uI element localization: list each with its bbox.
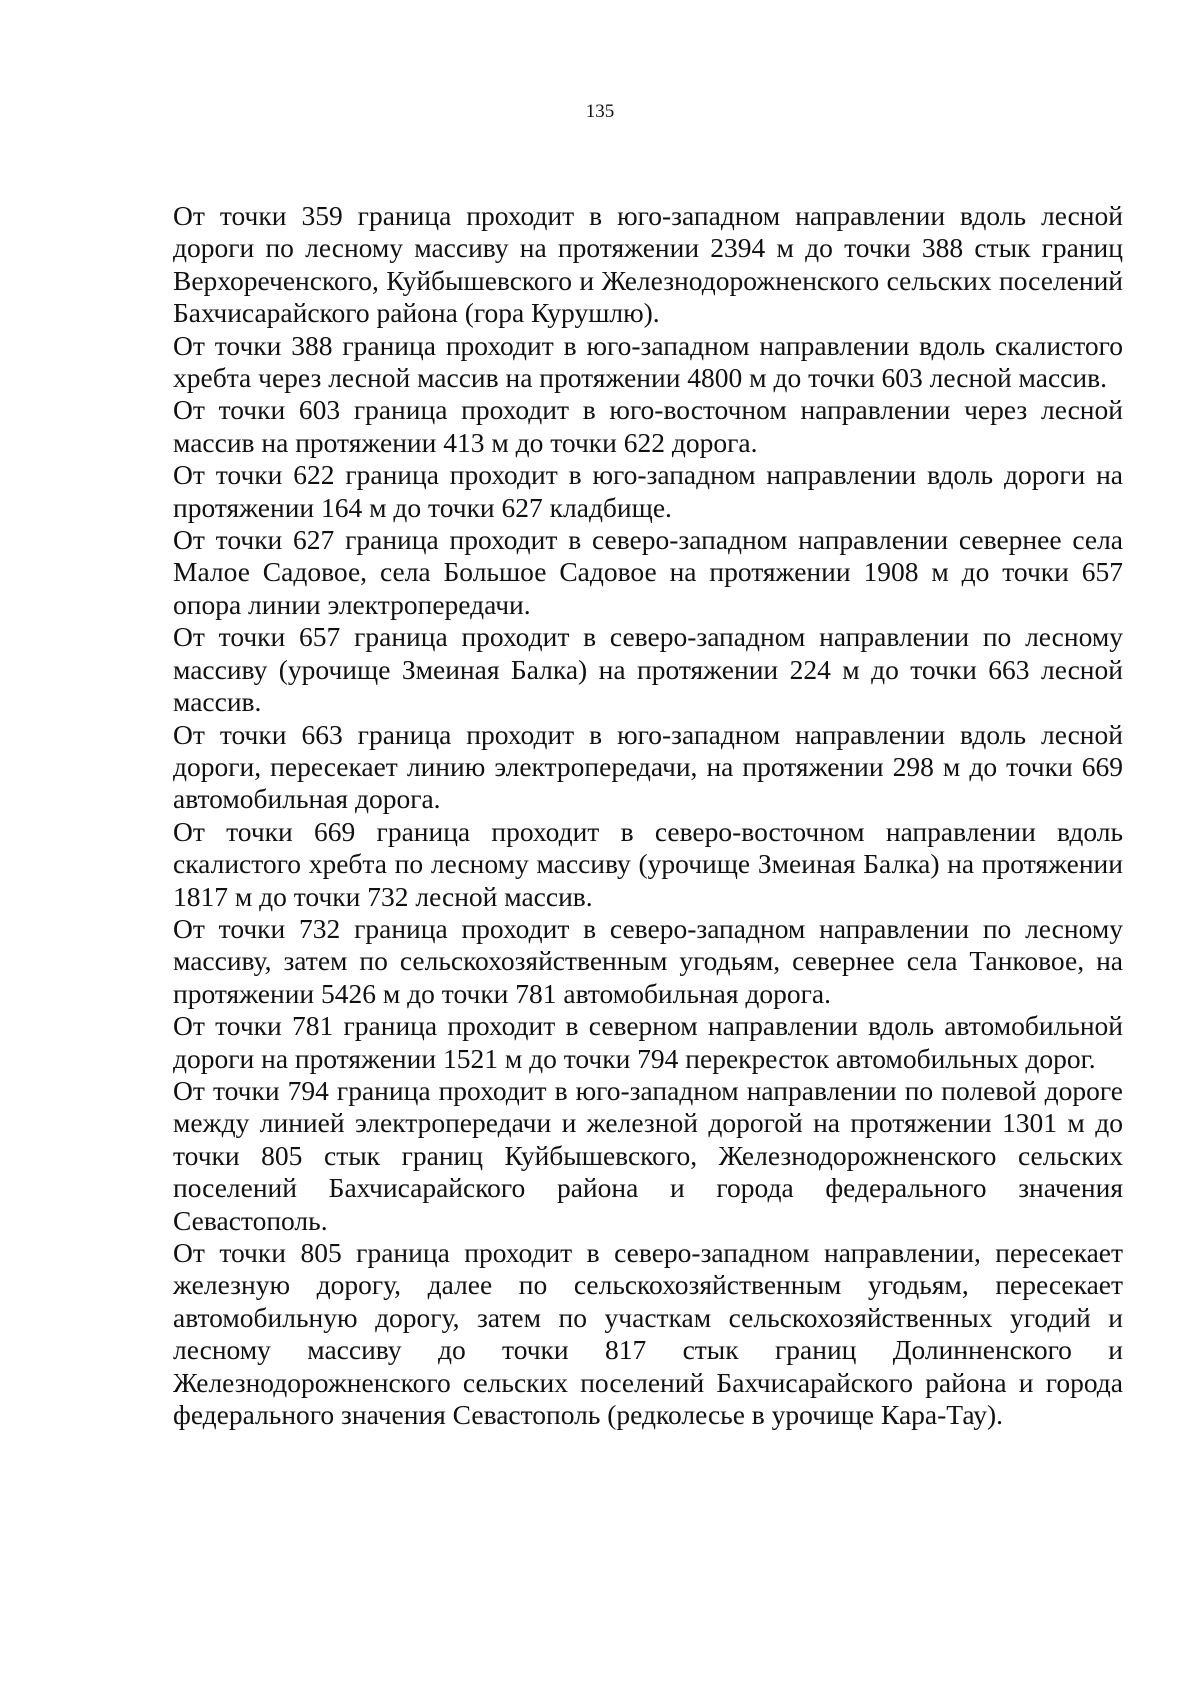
paragraph-point-657: От точки 657 граница проходит в северо-западном направлении по лесному массиву (урочище Змеиная Балка) на протяжении 224 м до точки 663 лесной массив.: [173, 621, 1123, 718]
paragraph-point-359: От точки 359 граница проходит в юго-западном направлении вдоль лесной дороги по лесному массиву на протяжении 2394 м до точки 388 стык границ Верхореченского, Куйбышевского и Железнодорожненского сельских поселений Бахчисарайского района (гора Курушлю).: [173, 200, 1123, 329]
paragraph-point-663: От точки 663 граница проходит в юго-западном направлении вдоль лесной дороги, пересекает линию электропередачи, на протяжении 298 м до точки 669 автомобильная дорога.: [173, 718, 1123, 815]
paragraph-point-805: От точки 805 граница проходит в северо-западном направлении, пересекает железную дорогу, далее по сельскохозяйственным угодьям, пересекает автомобильную дорогу, затем по участкам сельскохозяйственных угодий и лесному массиву до точки 817 стык границ Долинненского и Железнодорожненского сельских поселений Бахчисарайского района и города федерального значения Севастополь (редколесье в урочище Кара-Тау).: [173, 1237, 1123, 1431]
paragraph-point-732: От точки 732 граница проходит в северо-западном направлении по лесному массиву, затем по сельскохозяйственным угодьям, севернее села Танковое, на протяжении 5426 м до точки 781 автомобильная дорога.: [173, 912, 1123, 1009]
paragraph-point-794: От точки 794 граница проходит в юго-западном направлении по полевой дороге между линией электропередачи и железной дорогой на протяжении 1301 м до точки 805 стык границ Куйбышевского, Железнодорожненского сельских поселений Бахчисарайского района и города федерального значения Севастополь.: [173, 1074, 1123, 1236]
page-number: 135: [585, 101, 615, 122]
paragraph-point-603: От точки 603 граница проходит в юго-восточном направлении через лесной массив на протяжении 413 м до точки 622 дорога.: [173, 394, 1123, 458]
paragraph-point-622: От точки 622 граница проходит в юго-западном направлении вдоль дороги на протяжении 164 м до точки 627 кладбище.: [173, 459, 1123, 523]
paragraph-point-669: От точки 669 граница проходит в северо-восточном направлении вдоль скалистого хребта по лесному массиву (урочище Змеиная Балка) на протяжении 1817 м до точки 732 лесной массив.: [173, 815, 1123, 912]
paragraph-point-627: От точки 627 граница проходит в северо-западном направлении севернее села Малое Садовое, села Большое Садовое на протяжении 1908 м до точки 657 опора линии электропередачи.: [173, 524, 1123, 620]
document-body: [173, 200, 1123, 1431]
paragraph-point-781: От точки 781 граница проходит в северном направлении вдоль автомобильной дороги на протяжении 1521 м до точки 794 перекресток автомобильных дорог.: [173, 1010, 1123, 1074]
paragraph-point-388: От точки 388 граница проходит в юго-западном направлении вдоль скалистого хребта через лесной массив на протяжении 4800 м до точки 603 лесной массив.: [173, 329, 1123, 394]
